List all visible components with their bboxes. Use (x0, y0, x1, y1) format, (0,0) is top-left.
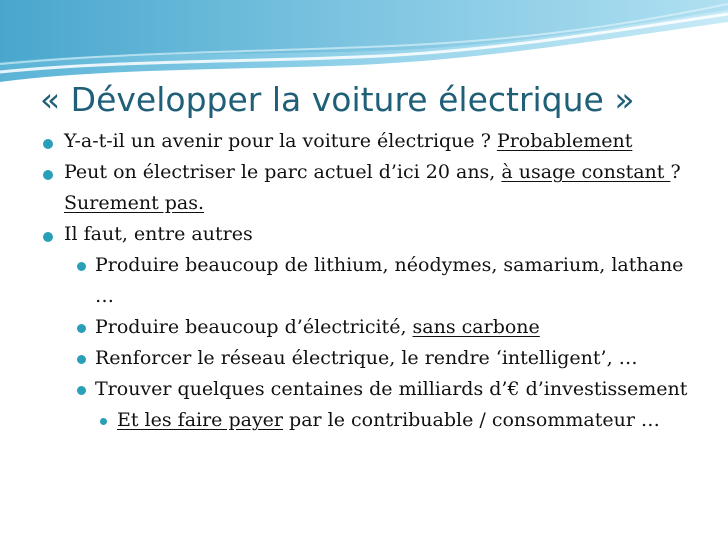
bullet-dot-icon (43, 139, 53, 149)
bullet-list (0, 126, 728, 436)
bullet-text: Produire beaucoup de lithium, néodymes, samarium, lathane … (95, 254, 684, 307)
bullet-among-others (0, 219, 704, 250)
bullet-electrify-fleet (0, 157, 704, 219)
bullet-text: par le contribuable / consommateur … (283, 409, 660, 431)
bullet-dot-icon (77, 355, 86, 364)
bullet-text: Il faut, entre autres (64, 223, 253, 245)
bullet-underlined-text: Probablement (496, 130, 633, 152)
sub-bullet-produce-lithium (0, 250, 687, 312)
bullet-text: Peut on électriser le parc actuel d’ici 20 ans, (64, 161, 502, 183)
bullet-underlined-text: Et les faire payer (117, 409, 284, 431)
bullet-dot-icon (77, 324, 86, 333)
bullet-dot-icon (77, 262, 86, 271)
sub-bullet-produce-electricity (0, 312, 687, 343)
bullet-electric-car-future (0, 126, 704, 157)
sub-bullet-reinforce-grid (0, 343, 687, 374)
bullet-dot-icon (43, 232, 53, 242)
bullet-text: Trouver quelques centaines de milliards d’€ d’investissement (95, 378, 688, 400)
bullet-underlined-text: sans carbone (412, 316, 540, 338)
bullet-text: Y-a-t-il un avenir pour la voiture électrique ? (64, 130, 497, 152)
bullet-underlined-text: à usage constant (501, 161, 671, 183)
bullet-text: Renforcer le réseau électrique, le rendre ‘intelligent’, … (95, 347, 638, 369)
bullet-dot-icon (77, 386, 86, 395)
bullet-dot-icon (43, 170, 53, 180)
bullet-text-after: ? (670, 161, 681, 183)
slide-title: « Développer la voiture électrique » (40, 80, 635, 119)
bullet-text: Produire beaucoup d’électricité, (95, 316, 413, 338)
bullet-dot-icon (100, 418, 107, 425)
sub-sub-bullet-make-them-pay (0, 405, 709, 436)
bullet-underlined-answer: Surement pas. (64, 192, 205, 214)
sub-bullet-find-investment (0, 374, 687, 405)
